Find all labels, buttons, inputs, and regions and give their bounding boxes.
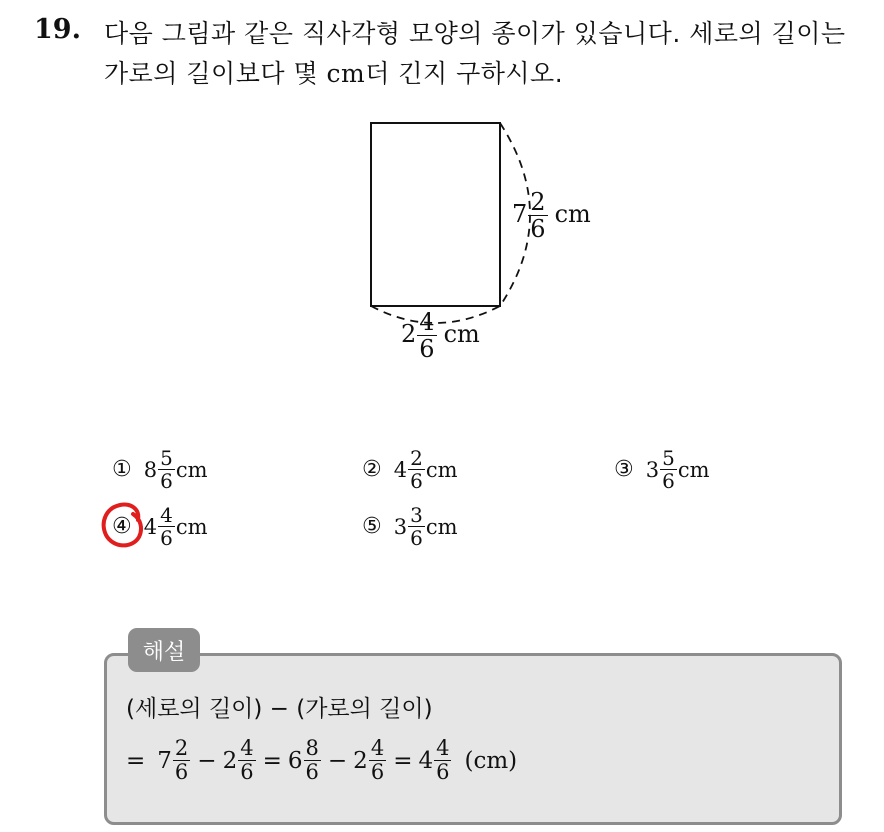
choice-denominator: 6	[410, 526, 423, 550]
term-whole: 6	[287, 747, 303, 774]
width-numerator: 4	[419, 308, 435, 336]
height-label	[512, 190, 591, 241]
equals-sign: =	[393, 747, 413, 774]
choice-fraction	[408, 505, 425, 548]
minus-sign: −	[197, 747, 217, 774]
choice-whole: 8	[143, 457, 158, 482]
choice-1[interactable]	[112, 448, 208, 491]
term-numerator: 4	[370, 736, 385, 760]
choice-whole: 4	[143, 514, 158, 539]
choice-5[interactable]	[362, 505, 458, 548]
term-fraction	[173, 738, 190, 783]
explanation-unit: (cm)	[464, 747, 518, 774]
explanation-tag: 해설	[128, 628, 200, 672]
question-text-prefix: 가로의 길이보다 몇	[104, 59, 327, 88]
equals-sign: =	[126, 747, 146, 774]
question-text-line1: 다음 그림과 같은 직사각형 모양의 종이가 있습니다. 세로의 길이는	[104, 19, 846, 48]
minus-sign: −	[327, 747, 348, 774]
term-denominator: 6	[240, 760, 254, 784]
choice-whole: 3	[393, 514, 408, 539]
equals-sign: =	[262, 747, 282, 774]
term-denominator: 6	[436, 760, 450, 784]
term-numerator: 8	[305, 736, 319, 760]
term-fraction	[369, 738, 386, 783]
choice-denominator: 6	[410, 469, 423, 493]
choice-marker: ①	[112, 457, 132, 482]
height-whole: 7	[512, 200, 528, 228]
choice-whole: 3	[645, 457, 660, 482]
choice-4[interactable]	[112, 505, 208, 548]
choice-marker: ⑤	[362, 514, 382, 539]
question-text-line2	[104, 54, 563, 90]
choice-2[interactable]	[362, 448, 458, 491]
term-fraction	[434, 738, 451, 783]
choice-denominator: 6	[662, 469, 675, 493]
choice-unit: cm	[425, 514, 458, 539]
choice-marker: ③	[614, 457, 634, 482]
term-whole: 7	[157, 747, 172, 774]
choice-fraction	[660, 448, 677, 491]
height-numerator: 2	[530, 188, 546, 216]
choice-numerator: 3	[410, 503, 423, 527]
height-unit: cm	[554, 200, 591, 228]
choice-marker: ②	[362, 457, 382, 482]
term-numerator: 4	[240, 736, 254, 760]
choice-unit: cm	[175, 457, 208, 482]
choice-denominator: 6	[160, 526, 173, 550]
term-fraction	[304, 738, 321, 783]
term-fraction	[238, 738, 255, 783]
choice-3[interactable]	[614, 448, 710, 491]
term-numerator: 4	[436, 736, 450, 760]
width-unit: cm	[443, 320, 480, 348]
width-label	[401, 310, 480, 361]
term-whole: 4	[418, 747, 434, 774]
explanation-line1: (세로의 길이) − (가로의 길이)	[126, 696, 433, 722]
question-unit: cm	[326, 59, 366, 88]
width-fraction	[417, 310, 436, 361]
choice-fraction	[158, 505, 175, 548]
question-text-suffix: 더 긴지 구하시오.	[365, 59, 564, 88]
choice-numerator: 5	[160, 446, 173, 470]
choice-numerator: 4	[160, 503, 173, 527]
choice-whole: 4	[393, 457, 408, 482]
term-denominator: 6	[305, 760, 319, 784]
height-fraction	[528, 190, 547, 241]
term-whole: 2	[222, 747, 238, 774]
choice-numerator: 2	[410, 446, 423, 470]
width-whole: 2	[401, 320, 417, 348]
term-whole: 2	[353, 747, 368, 774]
explanation-equation	[126, 738, 517, 783]
question-number: 19.	[34, 14, 81, 45]
choice-fraction	[408, 448, 425, 491]
choice-unit: cm	[677, 457, 710, 482]
term-numerator: 2	[174, 736, 189, 760]
term-denominator: 6	[370, 760, 385, 784]
choice-unit: cm	[175, 514, 208, 539]
choice-fraction	[158, 448, 175, 491]
width-denominator: 6	[419, 335, 435, 363]
height-denominator: 6	[530, 215, 546, 243]
rectangle-shape	[371, 123, 500, 306]
choice-marker: ④	[112, 514, 132, 539]
choice-denominator: 6	[160, 469, 173, 493]
term-denominator: 6	[174, 760, 189, 784]
choice-numerator: 5	[662, 446, 675, 470]
choice-unit: cm	[425, 457, 458, 482]
